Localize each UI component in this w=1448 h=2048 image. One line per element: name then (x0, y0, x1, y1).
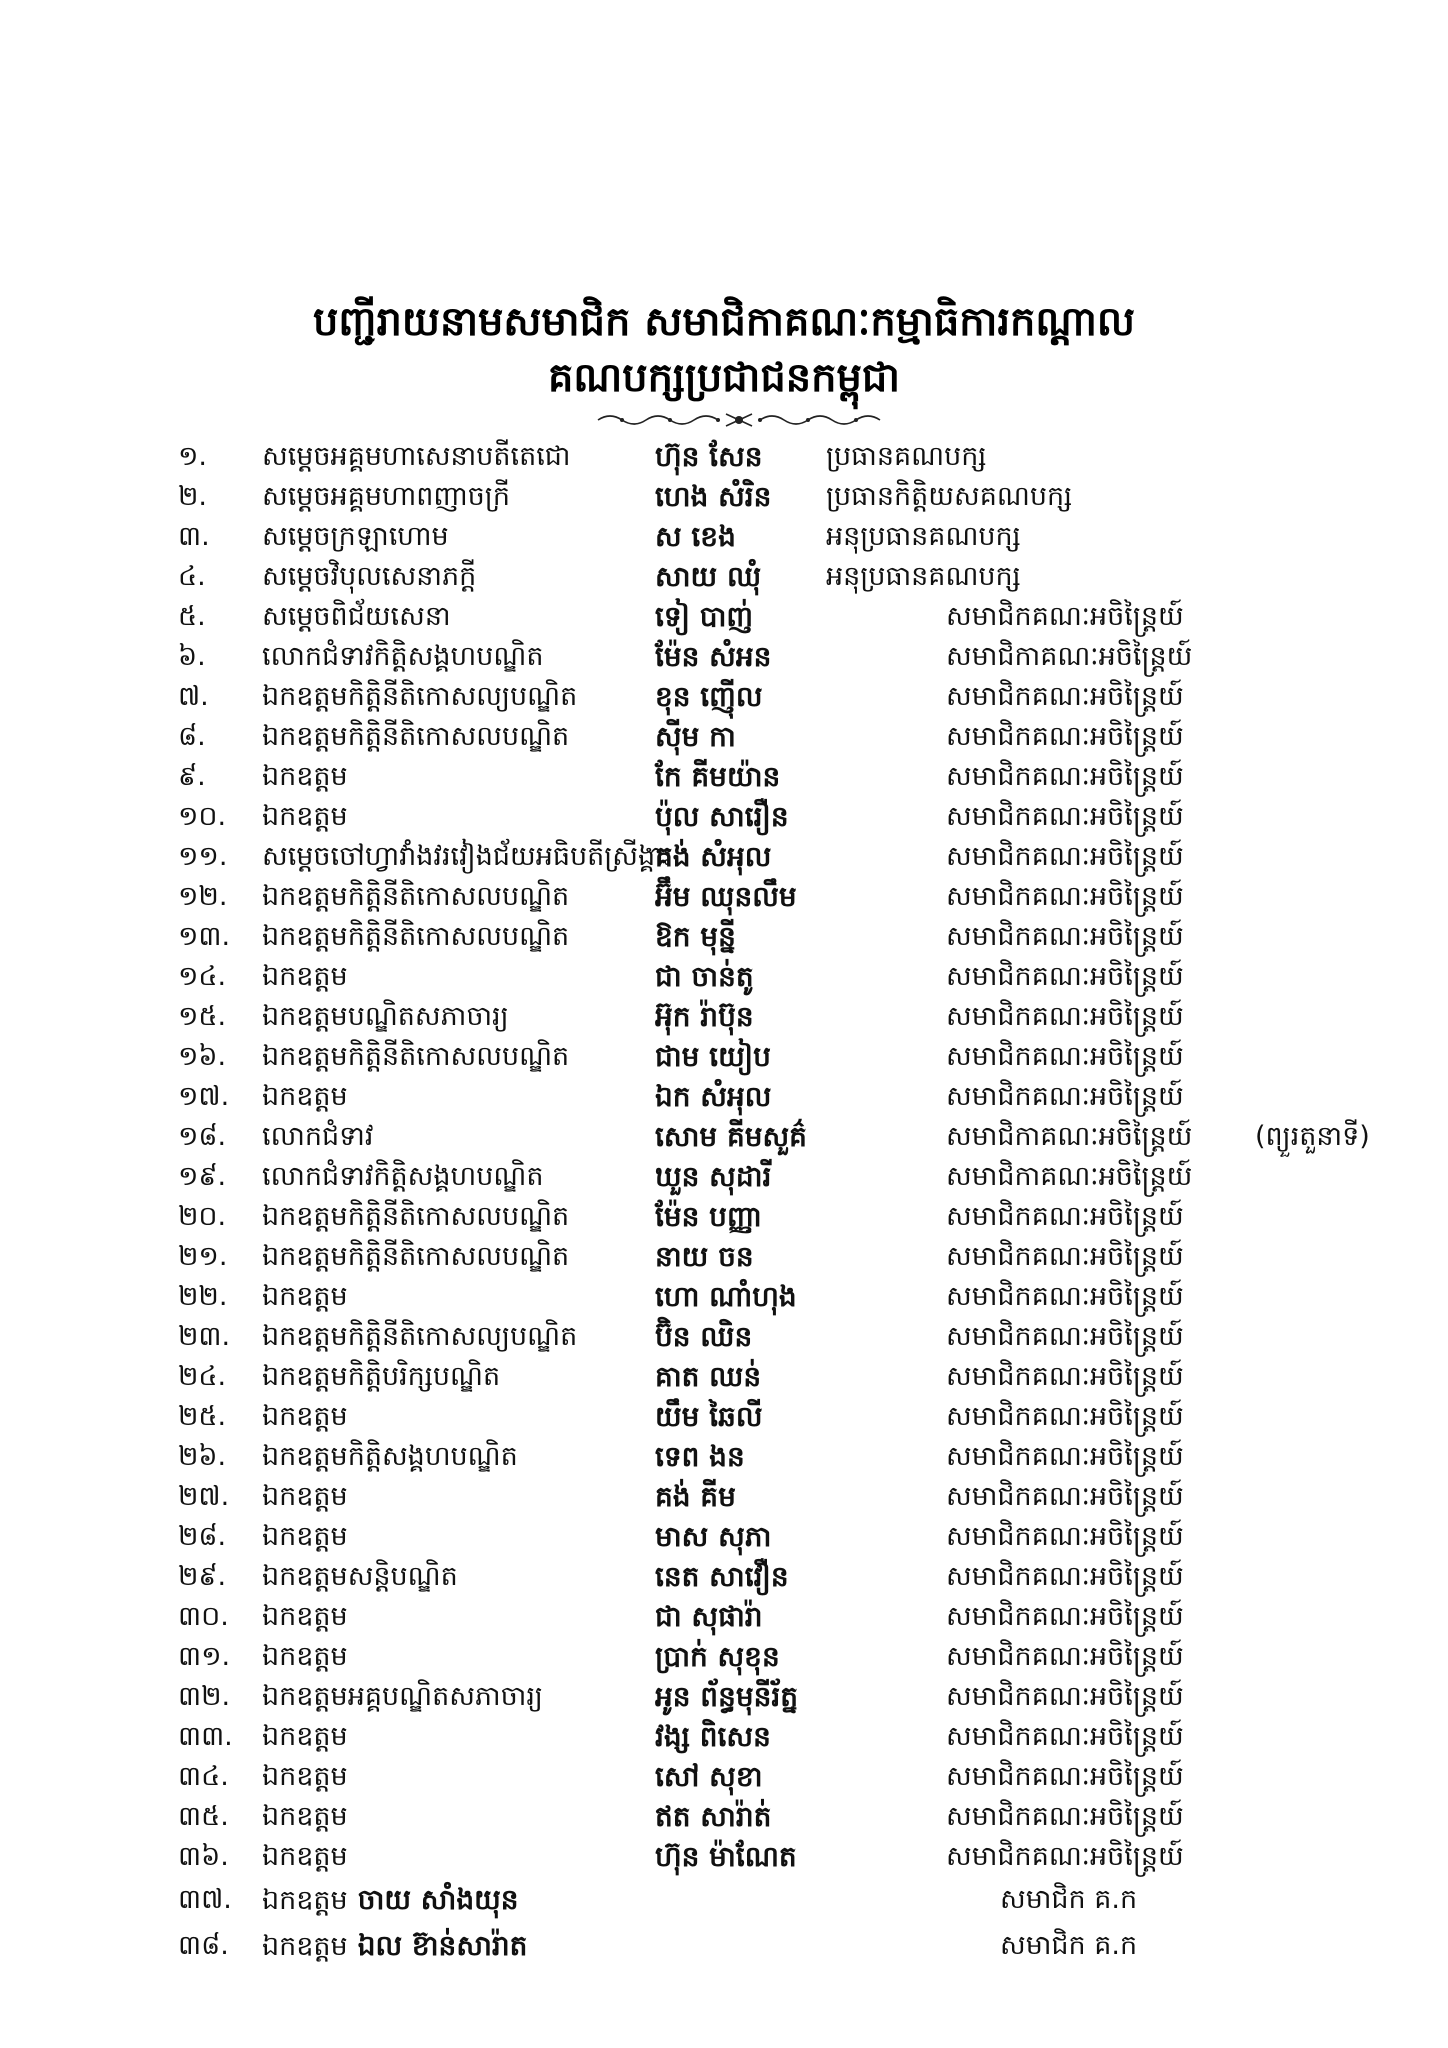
member-title: ឯកឧត្តម (262, 1641, 348, 1672)
member-title: ឯកឧត្តម (262, 1761, 348, 1792)
item-number: ១០. (178, 801, 227, 832)
list-item (0, 517, 1448, 557)
item-number: ៣២. (178, 1681, 231, 1712)
member-name: ហេង សំរិន (655, 480, 772, 513)
member-name: អូន ព័ន្ធមុនីរ័ត្ន (655, 1680, 799, 1713)
member-name: ឯក សំអុល (655, 1080, 772, 1113)
member-name: ទេព ងន (655, 1440, 745, 1473)
member-title-name (262, 1923, 527, 1970)
item-number: ១៣. (178, 921, 231, 952)
item-number: ៣៨. (178, 1930, 229, 1961)
item-number: ៤. (178, 561, 206, 592)
item-number: ២២. (178, 1281, 228, 1312)
list-item (0, 677, 1448, 717)
member-title: ឯកឧត្តម (262, 1601, 348, 1632)
member-title: ឯកឧត្តមកិត្តិនីតិកោសលបណ្ឌិត (262, 1241, 570, 1272)
list-item (0, 597, 1448, 637)
member-name: ឱក មុន្នី (655, 920, 736, 953)
member-title: ឯកឧត្តម (262, 1801, 348, 1832)
member-title: ឯកឧត្តមសន្តិបណ្ឌិត (262, 1561, 458, 1592)
list-item (0, 637, 1448, 677)
list-item (0, 957, 1448, 997)
member-name: ជា សុផារ៉ា (655, 1600, 763, 1633)
member-title: ឯកឧត្តមបណ្ឌិតសភាចារ្យ (262, 1001, 509, 1032)
item-number: ១២. (178, 881, 228, 912)
list-item (0, 1477, 1448, 1517)
member-title: សម្តេចអគ្គមហាពញាចក្រី (262, 481, 510, 512)
item-number: ២៤. (178, 1361, 227, 1392)
member-position: សមាជិកគណៈអចិន្ត្រៃយ៍ (946, 1201, 1184, 1232)
member-position: សមាជិកគណៈអចិន្ត្រៃយ៍ (946, 1281, 1184, 1312)
member-title: ឯកឧត្តម (262, 1481, 348, 1512)
member-title: ឯកឧត្តមកិត្តិនីតិកោសល្យបណ្ឌិត (262, 1321, 578, 1352)
member-position: សមាជិកគណៈអចិន្ត្រៃយ៍ (946, 881, 1184, 912)
member-name: ស៊ីម កា (655, 720, 736, 753)
member-title: ឯកឧត្តមកិត្តិនីតិកោសលបណ្ឌិត (262, 721, 570, 752)
member-title: សម្តេចចៅហ្វាវាំងវរវៀងជ័យអធិបតីស្រីង្គារ (262, 841, 673, 872)
item-number: ២៥. (178, 1401, 227, 1432)
member-title: ឯកឧត្តមកិត្តិនីតិកោសលបណ្ឌិត (262, 921, 570, 952)
member-position: សមាជិកគណៈអចិន្ត្រៃយ៍ (946, 681, 1184, 712)
member-name: ហ៊ុន សែន (655, 440, 763, 473)
member-title: ឯកឧត្តមកិត្តិបរិក្សបណ្ឌិត (262, 1361, 501, 1392)
item-number: ១៧. (178, 1081, 230, 1112)
member-position: សមាជិកគណៈអចិន្ត្រៃយ៍ (946, 721, 1184, 752)
item-number: ៣៧. (178, 1884, 232, 1915)
item-number: ១១. (178, 841, 228, 872)
member-name: យឹម ឆៃលី (655, 1400, 763, 1433)
list-item (0, 1597, 1448, 1637)
member-name: វង្ស ពិសេន (655, 1720, 771, 1753)
list-item (0, 837, 1448, 877)
member-title: សម្តេចពិជ័យសេនា (262, 601, 451, 632)
member-position: សមាជិកាគណៈអចិន្ត្រៃយ៍ (946, 641, 1193, 672)
member-position: សមាជិកគណៈអចិន្ត្រៃយ៍ (946, 921, 1184, 952)
member-name: ម៉ែន សំអន (655, 640, 772, 673)
member-title: ឯកឧត្តម (262, 761, 348, 792)
member-position: សមាជិកគណៈអចិន្ត្រៃយ៍ (946, 1001, 1184, 1032)
member-name: នាយ ចន (655, 1240, 754, 1273)
item-number: ២៧. (178, 1481, 230, 1512)
item-number: ៣១. (178, 1641, 231, 1672)
item-number: ៣៤. (178, 1761, 229, 1792)
item-number: ៩. (178, 761, 206, 792)
member-title: ឯកឧត្តមកិត្តិនីតិកោសល្យបណ្ឌិត (262, 681, 578, 712)
member-title: លោកជំទាវកិត្តិសង្គហបណ្ឌិត (262, 1161, 544, 1192)
member-position: សមាជិកាគណៈអចិន្ត្រៃយ៍ (946, 1161, 1193, 1192)
member-name: កែ គីមយ៉ាន (655, 760, 781, 793)
list-item (0, 1037, 1448, 1077)
list-item (0, 1437, 1448, 1477)
list-item (0, 437, 1448, 477)
item-number: ១. (178, 441, 208, 472)
member-position: សមាជិកគណៈអចិន្ត្រៃយ៍ (946, 841, 1184, 872)
member-title: លោកជំទាវកិត្តិសង្គហបណ្ឌិត (262, 641, 544, 672)
list-item (0, 1317, 1448, 1357)
item-number: ១៤. (178, 961, 227, 992)
member-title: ឯកឧត្តមអគ្គបណ្ឌិតសភាចារ្យ (262, 1681, 543, 1712)
member-position: សមាជិកគណៈអចិន្ត្រៃយ៍ (946, 1081, 1184, 1112)
member-name: គង់ គីម (655, 1480, 736, 1513)
member-title: ឯកឧត្តម (262, 1401, 348, 1432)
member-position: ប្រធានកិត្តិយសគណបក្ស (826, 481, 1073, 512)
item-number: ៦. (178, 641, 206, 672)
list-item (0, 477, 1448, 517)
member-name: ម៉ែន បញ្ញា (655, 1200, 762, 1233)
member-title: ឯកឧត្តម (262, 1931, 348, 1962)
member-position: សមាជិកគណៈអចិន្ត្រៃយ៍ (946, 1721, 1184, 1752)
member-position: សមាជិកគណៈអចិន្ត្រៃយ៍ (946, 1521, 1184, 1552)
list-item (0, 1837, 1448, 1877)
member-position: សមាជិក គ.ក (1000, 1930, 1138, 1961)
member-title: ឯកឧត្តមកិត្តិនីតិកោសលបណ្ឌិត (262, 1041, 570, 1072)
list-item (0, 917, 1448, 957)
member-position: សមាជិកគណៈអចិន្ត្រៃយ៍ (946, 961, 1184, 992)
member-name: ហ៊ុន ម៉ាណែត (655, 1840, 797, 1873)
member-name: ឥត សារ៉ាត់ (655, 1800, 772, 1833)
item-number: ៣៥. (178, 1801, 229, 1832)
item-number: ៥. (178, 601, 206, 632)
member-name: អ៊ុក រ៉ាប៊ុន (655, 1000, 754, 1033)
item-number: ៨. (178, 721, 206, 752)
list-item (0, 757, 1448, 797)
list-item (0, 1557, 1448, 1597)
list-item (0, 1923, 1448, 1969)
member-position: សមាជិកគណៈអចិន្ត្រៃយ៍ (946, 1761, 1184, 1792)
item-number: ៣៣. (178, 1721, 233, 1752)
member-position: សមាជិកគណៈអចិន្ត្រៃយ៍ (946, 1601, 1184, 1632)
item-number: ២. (178, 481, 208, 512)
item-number: ១៩. (178, 1161, 227, 1192)
item-number: ១៥. (178, 1001, 227, 1032)
item-number: ២០. (178, 1201, 227, 1232)
item-number: ៣០. (178, 1601, 229, 1632)
member-title: ឯកឧត្តម (262, 1885, 348, 1916)
member-note: (ព្យួរតួនាទី) (1255, 1121, 1370, 1152)
member-position: សមាជិកគណៈអចិន្ត្រៃយ៍ (946, 1361, 1184, 1392)
member-position: សមាជិក គ.ក (1000, 1884, 1138, 1915)
member-position: សមាជិកគណៈអចិន្ត្រៃយ៍ (946, 761, 1184, 792)
list-item (0, 1637, 1448, 1677)
item-number: ២៩. (178, 1561, 227, 1592)
member-title: ឯកឧត្តម (262, 961, 348, 992)
member-title: ឯកឧត្តម (262, 1281, 348, 1312)
member-title: លោកជំទាវ (262, 1121, 374, 1152)
document-subtitle: គណបក្សប្រជាជនកម្ពុជា (548, 354, 900, 401)
member-list (0, 437, 1448, 1969)
member-title: សម្តេចអគ្គមហាសេនាបតីតេជោ (262, 441, 571, 472)
member-position: សមាជិកគណៈអចិន្ត្រៃយ៍ (946, 801, 1184, 832)
item-number: ១៦. (178, 1041, 227, 1072)
member-position: សមាជិកគណៈអចិន្ត្រៃយ៍ (946, 1041, 1184, 1072)
member-title: ឯកឧត្តម (262, 801, 348, 832)
list-item (0, 1797, 1448, 1837)
list-item (0, 557, 1448, 597)
item-number: ២១. (178, 1241, 228, 1272)
list-item (0, 1277, 1448, 1317)
item-number: ២៨. (178, 1521, 227, 1552)
list-item (0, 1157, 1448, 1197)
member-title: ឯកឧត្តម (262, 1841, 348, 1872)
list-item (0, 997, 1448, 1037)
list-item (0, 1757, 1448, 1797)
list-item (0, 1357, 1448, 1397)
list-item (0, 1237, 1448, 1277)
member-position: សមាជិកគណៈអចិន្ត្រៃយ៍ (946, 1641, 1184, 1672)
member-name: ឯល ខ៊ាន់សារ៉ាត (357, 1929, 528, 1962)
list-item (0, 1197, 1448, 1237)
list-item (0, 1077, 1448, 1117)
item-number: ៣៦. (178, 1841, 229, 1872)
member-name: មាស សុភា (655, 1520, 772, 1553)
member-title: ឯកឧត្តមកិត្តិសង្គហបណ្ឌិត (262, 1441, 518, 1472)
item-number: ១៨. (178, 1121, 227, 1152)
member-position: អនុប្រធានគណបក្ស (826, 521, 1021, 552)
member-position: សមាជិកគណៈអចិន្ត្រៃយ៍ (946, 1801, 1184, 1832)
list-item (0, 877, 1448, 917)
member-position: សមាជិកគណៈអចិន្ត្រៃយ៍ (946, 1321, 1184, 1352)
member-name: សាយ ឈុំ (655, 560, 762, 593)
member-name: ប្រាក់ សុខុន (655, 1640, 780, 1673)
list-item (0, 1717, 1448, 1757)
member-name: ប៊ិន ឈិន (655, 1320, 753, 1353)
list-item (0, 717, 1448, 757)
document-title: បញ្ជីរាយនាមសមាជិក សមាជិកាគណៈកម្មាធិការកណ្តាល (312, 298, 1136, 345)
member-name: ជាម យៀប (655, 1040, 771, 1073)
member-title-name (262, 1877, 519, 1924)
member-title: សម្តេចវិបុលសេនាភក្តី (262, 561, 477, 592)
member-position: សមាជិកគណៈអចិន្ត្រៃយ៍ (946, 1681, 1184, 1712)
list-item (0, 1117, 1448, 1157)
list-item (0, 1517, 1448, 1557)
member-position: សមាជិកគណៈអចិន្ត្រៃយ៍ (946, 1441, 1184, 1472)
list-item (0, 797, 1448, 837)
list-item (0, 1877, 1448, 1923)
member-position: សមាជិកាគណៈអចិន្ត្រៃយ៍ (946, 1121, 1193, 1152)
member-position: អនុប្រធានគណបក្ស (826, 561, 1021, 592)
member-title: ឯកឧត្តមកិត្តិនីតិកោសលបណ្ឌិត (262, 1201, 570, 1232)
member-name: គង់ សំអុល (655, 840, 772, 873)
member-name: ហោ ណាំហុង (655, 1280, 797, 1313)
ornament-divider-icon (594, 408, 884, 432)
member-title: សម្តេចក្រឡាហោម (262, 521, 449, 552)
list-item (0, 1677, 1448, 1717)
member-name: ទៀ បាញ់ (655, 600, 754, 633)
member-position: សមាជិកគណៈអចិន្ត្រៃយ៍ (946, 1241, 1184, 1272)
member-name: ចាយ សាំងយុន (357, 1883, 519, 1916)
list-item (0, 1397, 1448, 1437)
member-name: គាត ឈន់ (655, 1360, 762, 1393)
member-title: ឯកឧត្តម (262, 1081, 348, 1112)
member-position: សមាជិកគណៈអចិន្ត្រៃយ៍ (946, 1561, 1184, 1592)
member-position: សមាជិកគណៈអចិន្ត្រៃយ៍ (946, 1841, 1184, 1872)
member-name: អ៊ឹម ឈុនលឹម (655, 880, 797, 913)
member-name: សៅ សុខា (655, 1760, 763, 1793)
member-title: ឯកឧត្តម (262, 1721, 348, 1752)
member-title: ឯកឧត្តម (262, 1521, 348, 1552)
member-position: សមាជិកគណៈអចិន្ត្រៃយ៍ (946, 601, 1184, 632)
member-name: ជា ចាន់តូ (655, 960, 754, 993)
member-position: សមាជិកគណៈអចិន្ត្រៃយ៍ (946, 1401, 1184, 1432)
member-name: ឃួន សុដារី (655, 1160, 772, 1193)
member-title: ឯកឧត្តមកិត្តិនីតិកោសលបណ្ឌិត (262, 881, 570, 912)
item-number: ៣. (178, 521, 210, 552)
item-number: ៧. (178, 681, 209, 712)
member-name: សោម គីមសួគ៌ (655, 1120, 807, 1153)
member-name: ស ខេង (655, 520, 736, 553)
item-number: ២៦. (178, 1441, 227, 1472)
member-name: ប៉ុល សារឿន (655, 800, 789, 833)
member-position: សមាជិកគណៈអចិន្ត្រៃយ៍ (946, 1481, 1184, 1512)
item-number: ២៣. (178, 1321, 231, 1352)
member-name: នេត សាវឿន (655, 1560, 789, 1593)
member-position: ប្រធានគណបក្ស (826, 441, 987, 472)
member-name: ខុន ញ៉ើល (655, 680, 763, 713)
